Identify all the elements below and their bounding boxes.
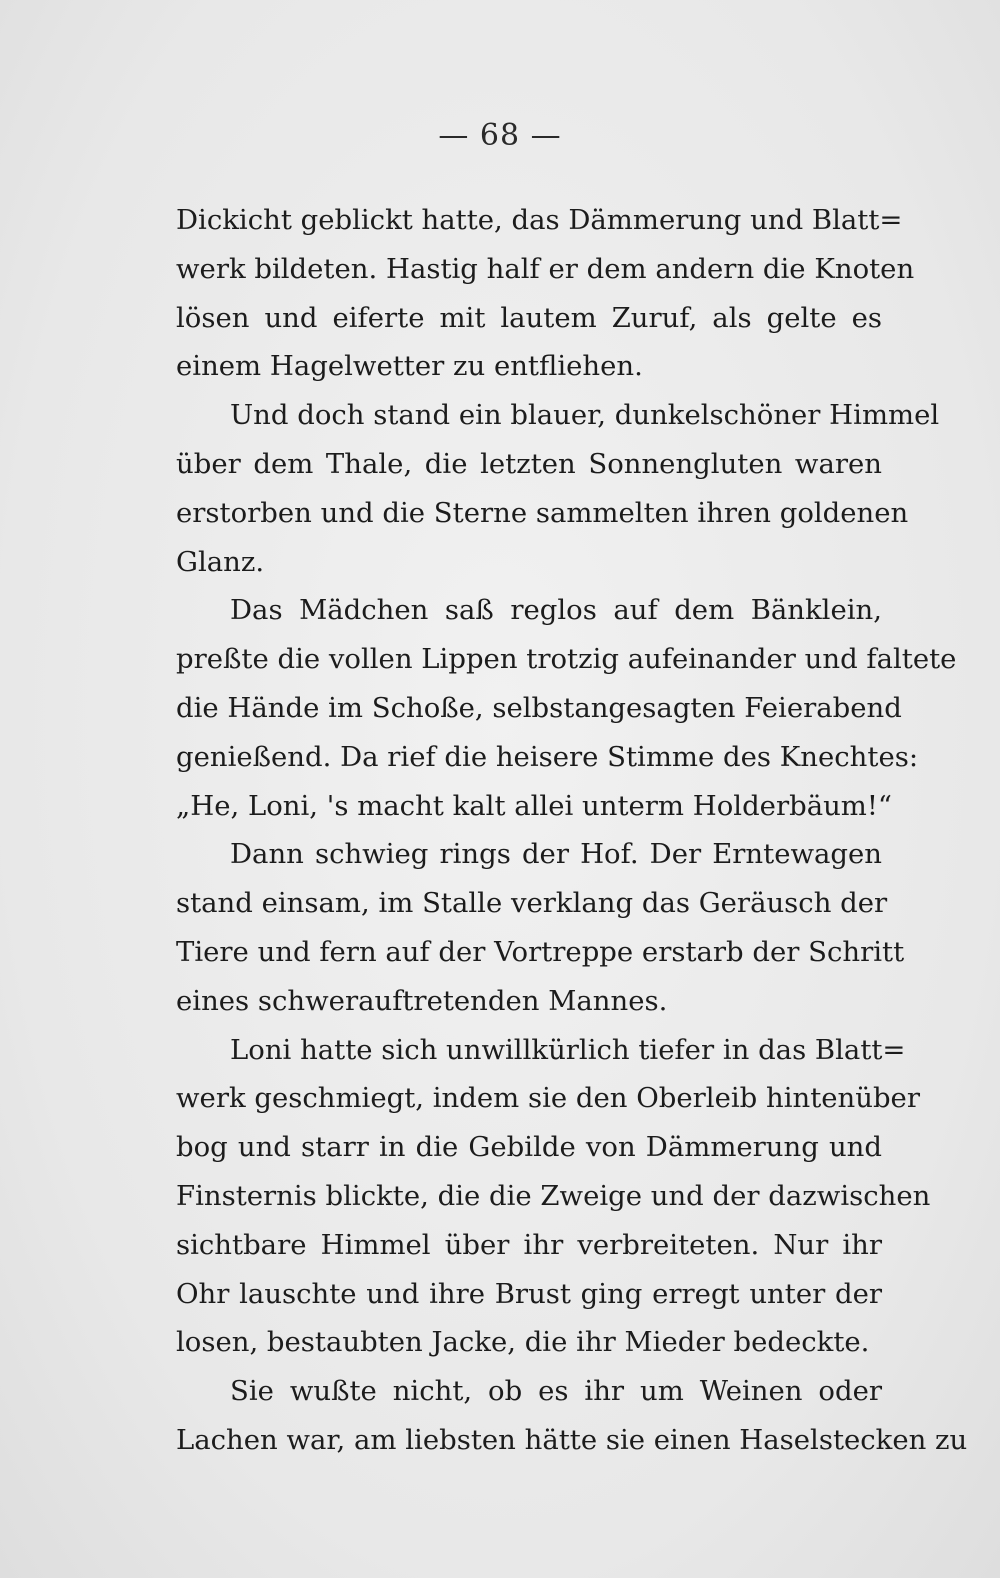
text-line: Dann schwieg rings der Hof. Der Erntewagen bbox=[230, 838, 882, 871]
text-line: Ohr lauschte und ihre Brust ging erregt unter der bbox=[176, 1277, 882, 1310]
text-line: Das Mädchen saß reglos auf dem Bänklein, bbox=[230, 594, 882, 627]
text-line: sichtbare Himmel über ihr verbreiteten. Nur ihr bbox=[176, 1228, 882, 1261]
text-line: werk geschmiegt, indem sie den Oberleib hintenüber bbox=[176, 1082, 920, 1115]
text-line: erstorben und die Sterne sammelten ihren goldenen bbox=[176, 496, 909, 529]
text-line: lösen und eiferte mit lautem Zuruf, als gelte es bbox=[176, 301, 882, 334]
text-line: Dickicht geblickt hatte, das Dämmerung und Blatt= bbox=[176, 204, 903, 236]
text-line: genießend. Da rief die heisere Stimme des Knechtes: bbox=[176, 740, 919, 773]
text-line: Loni hatte sich unwillkürlich tiefer in das Blatt= bbox=[230, 1033, 906, 1066]
text-line: Finsternis blickte, die die Zweige und der dazwischen bbox=[176, 1179, 931, 1212]
text-line: „He, Loni, 's macht kalt allei unterm Holderbäum!“ bbox=[176, 789, 892, 822]
text-line: Glanz. bbox=[176, 545, 265, 578]
text-line: Sie wußte nicht, ob es ihr um Weinen oder bbox=[230, 1375, 882, 1408]
text-line: einem Hagelwetter zu entfliehen. bbox=[176, 350, 643, 383]
text-line: eines schwerauftretenden Mannes. bbox=[176, 984, 668, 1017]
text-line: über dem Thale, die letzten Sonnengluten waren bbox=[176, 447, 882, 480]
page-number: — 68 — bbox=[438, 118, 562, 153]
text-line: Lachen war, am liebsten hätte sie einen Haselstecken zu bbox=[176, 1423, 968, 1456]
text-line: preßte die vollen Lippen trotzig aufeinander und faltete bbox=[176, 643, 957, 676]
body-text bbox=[176, 196, 968, 1465]
text-line: die Hände im Schoße, selbstangesagten Feierabend bbox=[176, 691, 902, 724]
text-line: stand einsam, im Stalle verklang das Geräusch der bbox=[176, 887, 888, 920]
text-line: werk bildeten. Hastig half er dem andern die Knoten bbox=[176, 252, 915, 285]
text-line: Und doch stand ein blauer, dunkelschöner Himmel bbox=[230, 399, 940, 432]
text-line: bog und starr in die Gebilde von Dämmerung und bbox=[176, 1131, 882, 1164]
text-line: losen, bestaubten Jacke, die ihr Mieder bedeckte. bbox=[176, 1326, 870, 1359]
text-line: Tiere und fern auf der Vortreppe erstarb der Schritt bbox=[176, 935, 905, 968]
